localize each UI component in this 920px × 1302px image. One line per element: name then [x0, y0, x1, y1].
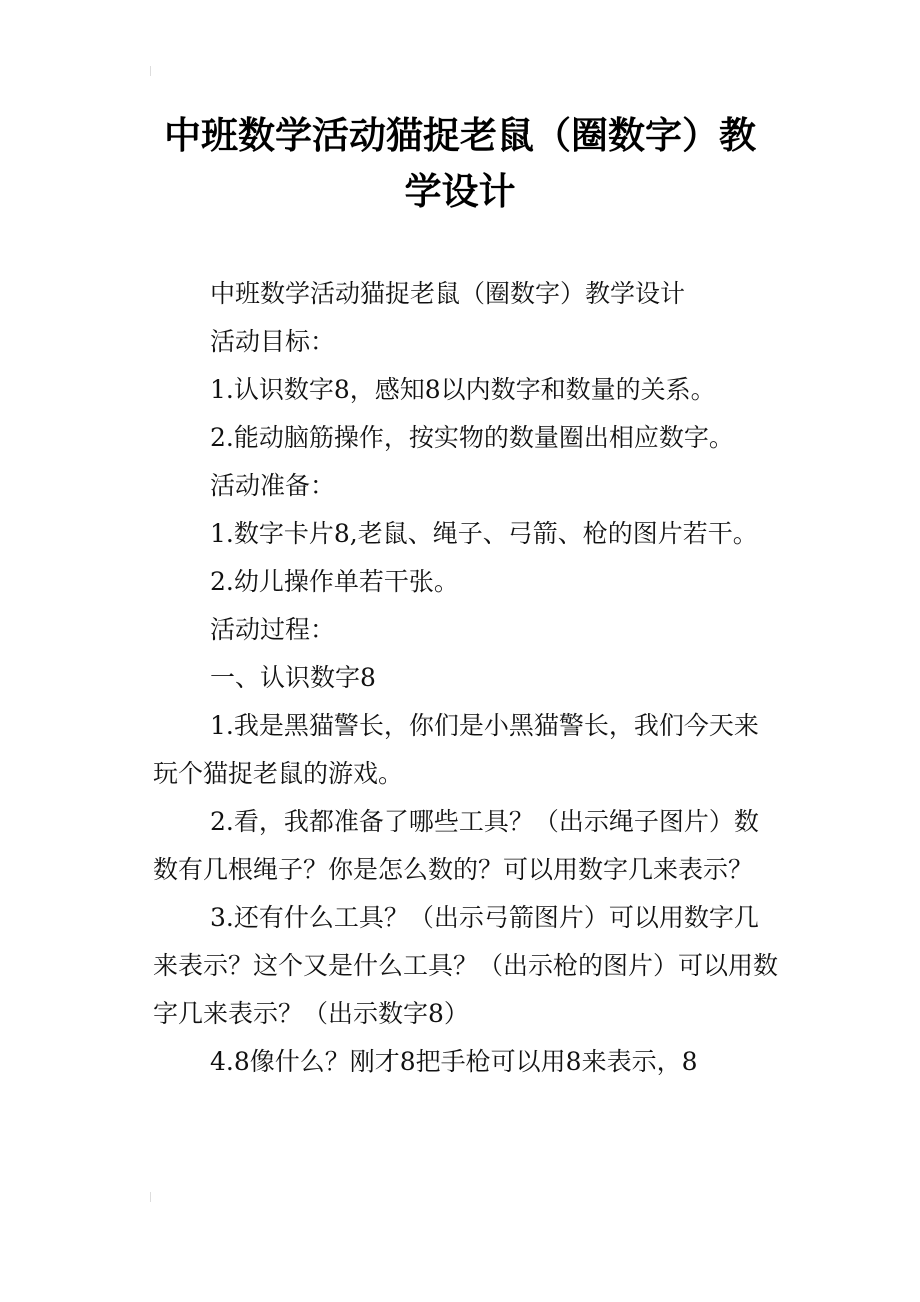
paragraph: 2.看，我都准备了哪些工具？（出示绳子图片）数数有几根绳子？你是怎么数的？可以用数字几来表示？ — [153, 807, 759, 884]
document-title: 中班数学活动猫捉老鼠（圈数字）教学设计 — [164, 114, 756, 213]
paragraph: 2.能动脑筋操作，按实物的数量圈出相应数字。 — [210, 423, 734, 452]
paragraph: 活动过程： — [210, 615, 336, 644]
paragraph: 1.认识数字8，感知8以内数字和数量的关系。 — [210, 375, 716, 404]
paragraph: 3.还有什么工具？（出示弓箭图片）可以用数字几来表示？这个又是什么工具？（出示枪的图片）可以用数字几来表示？（出示数字8） — [153, 903, 779, 1028]
paragraph: 2.幼儿操作单若干张。 — [210, 567, 459, 596]
document-body — [153, 270, 783, 1086]
paragraph: 1.数字卡片8,老鼠、绳子、弓箭、枪的图片若干。 — [210, 519, 758, 548]
paragraph: 中班数学活动猫捉老鼠（圈数字）教学设计 — [210, 279, 686, 308]
paragraph: 4.8像什么？刚才8把手枪可以用8来表示，8 — [210, 1047, 698, 1076]
paragraph: 一、认识数字8 — [210, 663, 376, 692]
corner-mark — [150, 1192, 157, 1202]
corner-mark — [150, 66, 157, 76]
paragraph: 活动准备： — [210, 471, 336, 500]
paragraph: 1.我是黑猫警长，你们是小黑猫警长，我们今天来玩个猫捉老鼠的游戏。 — [153, 711, 759, 788]
paragraph: 活动目标： — [210, 327, 336, 356]
